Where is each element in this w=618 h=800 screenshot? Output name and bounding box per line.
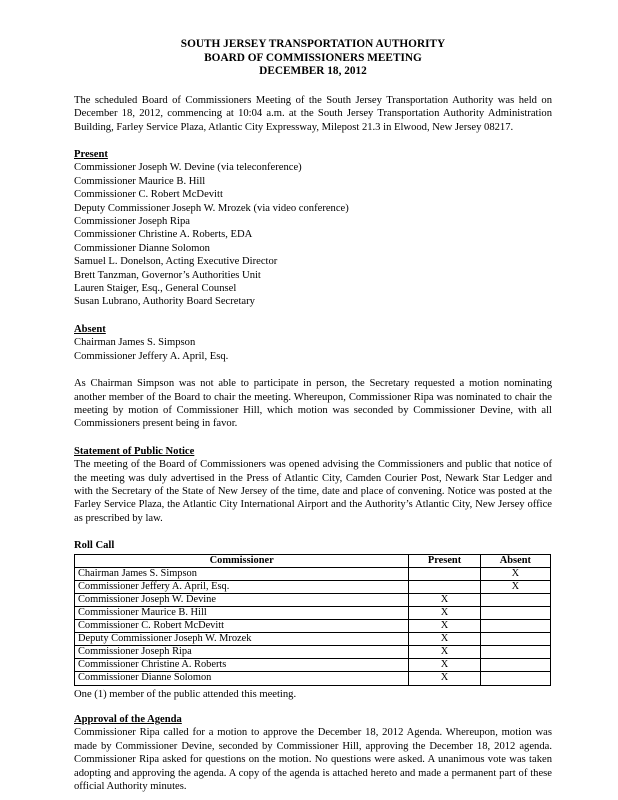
present-list <box>74 161 552 308</box>
table-row <box>75 672 551 685</box>
header-meeting: BOARD OF COMMISSIONERS MEETING <box>204 51 422 64</box>
table-row <box>75 646 551 659</box>
table-row <box>75 659 551 672</box>
list-item: Commissioner Joseph W. Devine (via teleconference) <box>74 162 302 174</box>
agenda-title: Approval of the Agenda <box>74 713 182 725</box>
absent-cell: X <box>480 567 550 580</box>
present-section <box>74 148 552 309</box>
absent-title: Absent <box>74 323 106 335</box>
roll-call-table <box>74 554 551 686</box>
column-header-present: Present <box>409 554 480 567</box>
table-row <box>75 633 551 646</box>
list-item: Commissioner Dianne Solomon <box>74 242 210 254</box>
header-authority: SOUTH JERSEY TRANSPORTATION AUTHORITY <box>180 38 446 50</box>
list-item: Deputy Commissioner Joseph W. Mrozek (via video conference) <box>74 202 349 214</box>
absent-cell <box>480 620 550 633</box>
commissioner-name-cell: Commissioner C. Robert McDevitt <box>75 620 409 633</box>
present-cell: X <box>409 672 480 685</box>
column-header-absent: Absent <box>480 554 550 567</box>
absent-cell <box>480 646 550 659</box>
chair-paragraph: As Chairman Simpson was not able to participate in person, the Secretary requested a motion nominating another member of the Board to chair the meeting. Whereupon, Commissioner Ripa was nominated to chair the meeting by motion of Commissioner Hill, which motion was seconded by Commissioner Devine, with all Commissioners present being in favor. <box>74 378 552 430</box>
commissioner-name-cell: Commissioner Dianne Solomon <box>75 672 409 685</box>
document-page <box>74 38 552 793</box>
list-item: Commissioner Maurice B. Hill <box>74 175 206 187</box>
document-header <box>74 38 552 79</box>
public-notice-text: The meeting of the Board of Commissioners was opened advising the Commissioners and public that notice of the meeting was duly advertised in the Press of Atlantic City, Camden Courier Post, Newark Star Ledger and with the Secretary of the State of New Jersey of the time, date and place of convening. Notice was posted at the Farley Service Plaza, the Atlantic City International Airport and the Authority’s Atlantic City, New Jersey office as prescribed by law. <box>74 459 552 524</box>
commissioner-name-cell: Commissioner Jeffery A. April, Esq. <box>75 580 409 593</box>
absent-cell <box>480 633 550 646</box>
commissioner-name-cell: Commissioner Joseph Ripa <box>75 646 409 659</box>
present-title: Present <box>74 149 108 160</box>
roll-call-header-row <box>75 554 551 567</box>
present-cell: X <box>409 659 480 672</box>
list-item: Brett Tanzman, Governor’s Authorities Unit <box>74 269 261 281</box>
table-row <box>75 567 551 580</box>
present-cell: X <box>409 593 480 606</box>
present-cell: X <box>409 620 480 633</box>
agenda-section <box>74 713 552 793</box>
list-item: Commissioner C. Robert McDevitt <box>74 189 223 201</box>
absent-cell: X <box>480 580 550 593</box>
commissioner-name-cell: Deputy Commissioner Joseph W. Mrozek <box>75 633 409 646</box>
list-item: Commissioner Christine A. Roberts, EDA <box>74 229 253 241</box>
public-attendance-note: One (1) member of the public attended this meeting. <box>74 688 297 700</box>
list-item: Commissioner Jeffery A. April, Esq. <box>74 350 229 362</box>
list-item: Chairman James S. Simpson <box>74 337 196 349</box>
commissioner-name-cell: Commissioner Joseph W. Devine <box>75 593 409 606</box>
table-row <box>75 593 551 606</box>
commissioner-name-cell: Chairman James S. Simpson <box>75 567 409 580</box>
absent-cell <box>480 593 550 606</box>
header-date: DECEMBER 18, 2012 <box>259 65 367 78</box>
absent-list <box>74 336 552 363</box>
roll-call-title: Roll Call <box>74 540 115 552</box>
list-item: Susan Lubrano, Authority Board Secretary <box>74 296 255 308</box>
public-notice-title: Statement of Public Notice <box>74 445 195 457</box>
absent-cell <box>480 606 550 619</box>
present-cell <box>409 567 480 580</box>
absent-cell <box>480 672 550 685</box>
absent-cell <box>480 659 550 672</box>
list-item: Lauren Staiger, Esq., General Counsel <box>74 283 237 295</box>
list-item: Commissioner Joseph Ripa <box>74 216 190 228</box>
column-header-commissioner: Commissioner <box>75 554 409 567</box>
table-row <box>75 620 551 633</box>
roll-call-section <box>74 539 552 701</box>
list-item: Samuel L. Donelson, Acting Executive Director <box>74 256 278 268</box>
intro-paragraph: The scheduled Board of Commissioners Meeting of the South Jersey Transportation Authority was held on December 18, 2012, commencing at 10:04 a.m. at the South Jersey Transportation Authority Administration Building, Farley Service Plaza, Atlantic City Expressway, Milepost 21.3 in Elwood, New Jersey 08217. <box>74 94 552 133</box>
present-cell: X <box>409 646 480 659</box>
agenda-text: Commissioner Ripa called for a motion to approve the December 18, 2012 Agenda. Whereupon, motion was made by Commissioner Devine, seconded by Commissioner Hill, approving the December 18, 2012 agenda. Commissioner Ripa asked for questions on the motion. No questions were asked. A unanimous vote was taken adopting and approving the agenda. A copy of the agenda is attached hereto and made a permanent part of these official Authority minutes. <box>74 727 552 792</box>
absent-section <box>74 323 552 363</box>
commissioner-name-cell: Commissioner Christine A. Roberts <box>75 659 409 672</box>
table-row <box>75 580 551 593</box>
present-cell: X <box>409 633 480 646</box>
public-notice-section <box>74 445 552 525</box>
present-cell <box>409 580 480 593</box>
table-row <box>75 606 551 619</box>
present-cell: X <box>409 606 480 619</box>
commissioner-name-cell: Commissioner Maurice B. Hill <box>75 606 409 619</box>
